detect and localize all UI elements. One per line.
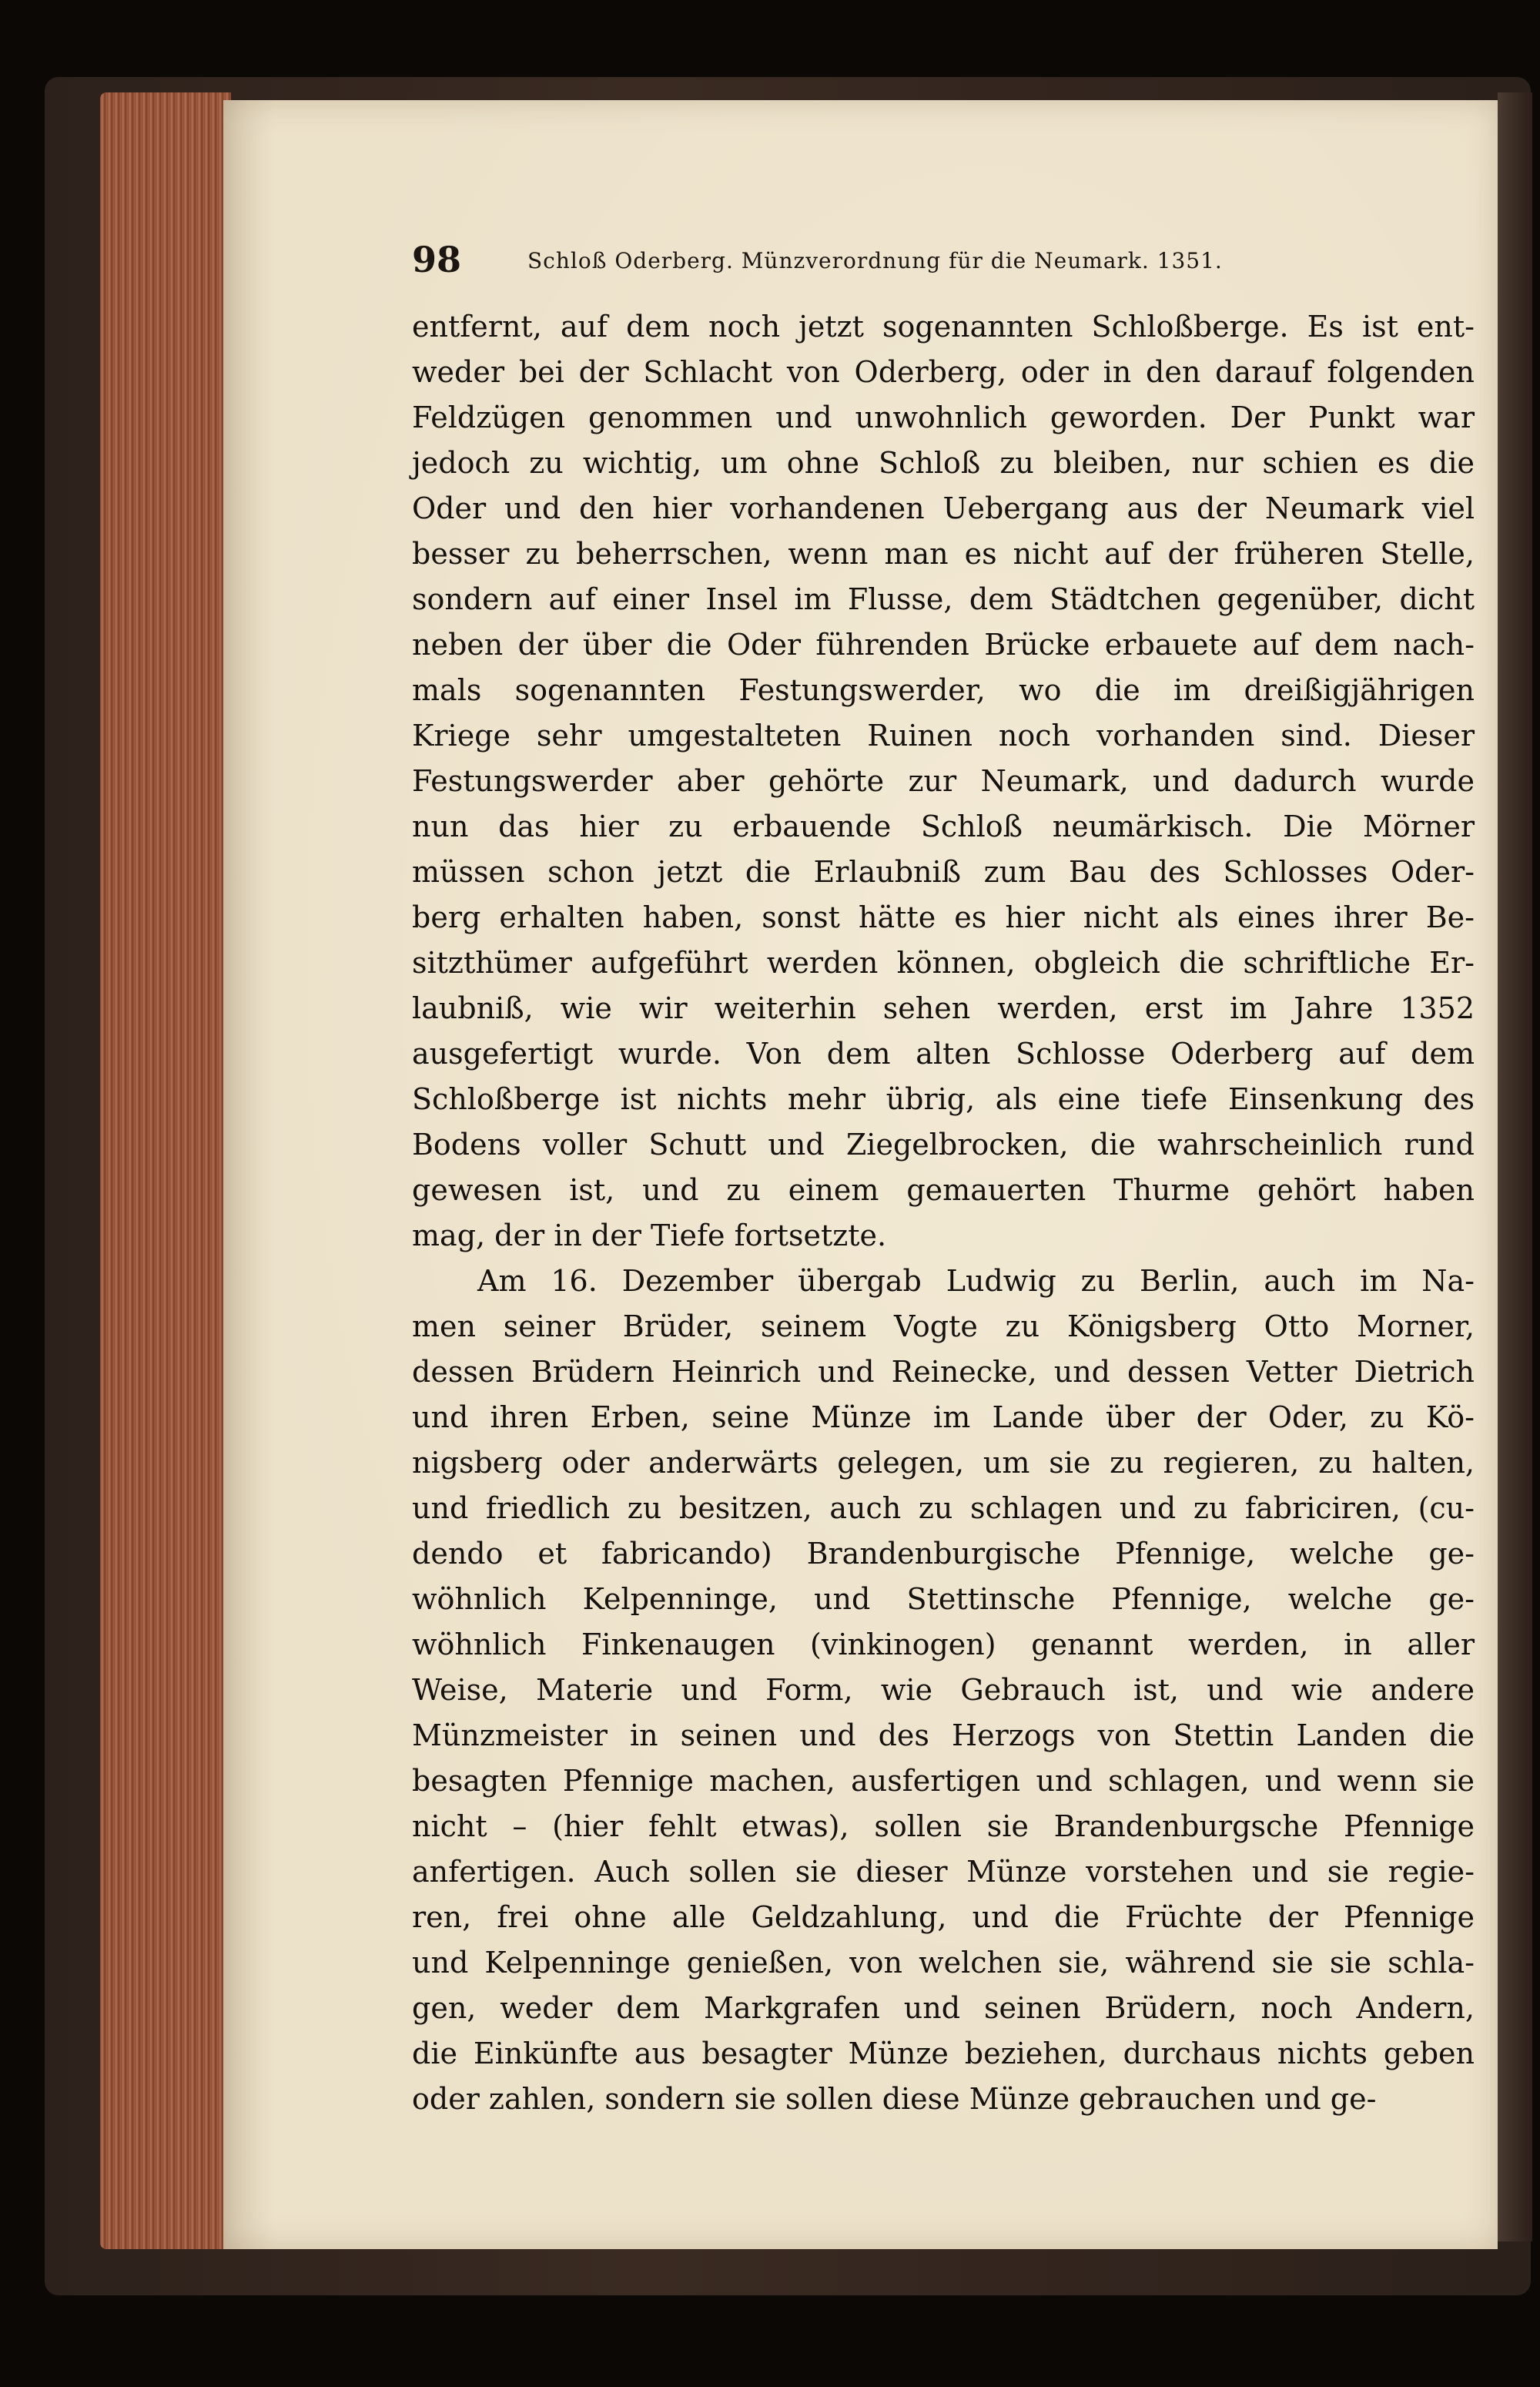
text-line: sondern auf einer Insel im Flusse, dem Städtchen gegenüber, dicht <box>412 582 1475 616</box>
text-line: Oder und den hier vorhandenen Uebergang aus der Neumark viel <box>412 491 1475 525</box>
text-line: Am 16. Dezember übergab Ludwig zu Berlin, auch im Na- <box>477 1264 1475 1298</box>
text-line: besser zu beherrschen, wenn man es nicht auf der früheren Stelle, <box>412 537 1475 571</box>
book-page <box>223 100 1498 2249</box>
text-line: und Kelpenninge genießen, von welchen sie, während sie sie schla- <box>412 1946 1475 1980</box>
text-line: wöhnlich Finkenaugen (vinkinogen) genannt werden, in aller <box>412 1628 1475 1661</box>
text-line: weder bei der Schlacht von Oderberg, oder in den darauf folgenden <box>412 355 1475 389</box>
text-line: besagten Pfennige machen, ausfertigen und schlagen, und wenn sie <box>412 1764 1475 1798</box>
text-line: Münzmeister in seinen und des Herzogs von Stettin Landen die <box>412 1718 1475 1752</box>
page-number: 98 <box>412 239 462 280</box>
body-text <box>412 304 1475 2122</box>
text-line: die Einkünfte aus besagter Münze beziehen, durchaus nichts geben <box>412 2037 1475 2070</box>
text-line: Festungswerder aber gehörte zur Neumark, und dadurch wurde <box>412 764 1475 798</box>
text-line: nigsberg oder anderwärts gelegen, um sie zu regieren, zu halten, <box>412 1446 1475 1480</box>
text-line: jedoch zu wichtig, um ohne Schloß zu bleiben, nur schien es die <box>412 446 1475 480</box>
text-line: berg erhalten haben, sonst hätte es hier nicht als eines ihrer Be- <box>412 900 1475 934</box>
page-header <box>412 239 1475 285</box>
text-line: mag, der in der Tiefe fortsetzte. <box>412 1219 887 1252</box>
text-line: anfertigen. Auch sollen sie dieser Münze vorstehen und sie regie- <box>412 1855 1475 1889</box>
text-line: müssen schon jetzt die Erlaubniß zum Bau des Schlosses Oder- <box>412 855 1475 889</box>
text-line: Schloßberge ist nichts mehr übrig, als eine tiefe Einsenkung des <box>412 1082 1475 1116</box>
running-head: Schloß Oderberg. Münzverordnung für die Neumark. 1351. <box>527 248 1223 273</box>
page-edges <box>100 92 231 2249</box>
text-line: sitzthümer aufgeführt werden können, obgleich die schriftliche Er- <box>412 946 1475 980</box>
text-line: entfernt, auf dem noch jetzt sogenannten Schloßberge. Es ist ent- <box>412 310 1475 344</box>
text-line: oder zahlen, sondern sie sollen diese Münze gebrauchen und ge- <box>412 2082 1377 2116</box>
text-line: Feldzügen genommen und unwohnlich geworden. Der Punkt war <box>412 401 1475 434</box>
text-line: laubniß, wie wir weiterhin sehen werden, erst im Jahre 1352 <box>412 991 1475 1025</box>
text-line: Kriege sehr umgestalteten Ruinen noch vorhanden sind. Dieser <box>412 719 1475 753</box>
text-line: ausgefertigt wurde. Von dem alten Schlosse Oderberg auf dem <box>412 1037 1475 1071</box>
text-line: nun das hier zu erbauende Schloß neumärkisch. Die Mörner <box>412 810 1475 843</box>
text-line: Bodens voller Schutt und Ziegelbrocken, die wahrscheinlich rund <box>412 1128 1475 1162</box>
text-line: gen, weder dem Markgrafen und seinen Brüdern, noch Andern, <box>412 1991 1475 2025</box>
text-line: gewesen ist, und zu einem gemauerten Thurme gehört haben <box>412 1173 1475 1207</box>
text-line: Weise, Materie und Form, wie Gebrauch ist, und wie andere <box>412 1673 1475 1707</box>
text-line: und friedlich zu besitzen, auch zu schlagen und zu fabriciren, (cu- <box>412 1491 1475 1525</box>
text-line: und ihren Erben, seine Münze im Lande über der Oder, zu Kö- <box>412 1400 1475 1434</box>
text-line: men seiner Brüder, seinem Vogte zu Königsberg Otto Morner, <box>412 1309 1475 1343</box>
text-line: nicht – (hier fehlt etwas), sollen sie Brandenburgsche Pfennige <box>412 1809 1475 1843</box>
text-line: mals sogenannten Festungswerder, wo die im dreißigjährigen <box>412 673 1475 707</box>
text-line: wöhnlich Kelpenninge, und Stettinsche Pfennige, welche ge- <box>412 1582 1475 1616</box>
text-line: ren, frei ohne alle Geldzahlung, und die Früchte der Pfennige <box>412 1900 1475 1934</box>
facing-page-edge <box>1498 92 1532 2241</box>
text-line: dendo et fabricando) Brandenburgische Pfennige, welche ge- <box>412 1537 1475 1571</box>
text-line: dessen Brüdern Heinrich und Reinecke, und dessen Vetter Dietrich <box>412 1355 1475 1389</box>
text-line: neben der über die Oder führenden Brücke erbauete auf dem nach- <box>412 628 1475 662</box>
